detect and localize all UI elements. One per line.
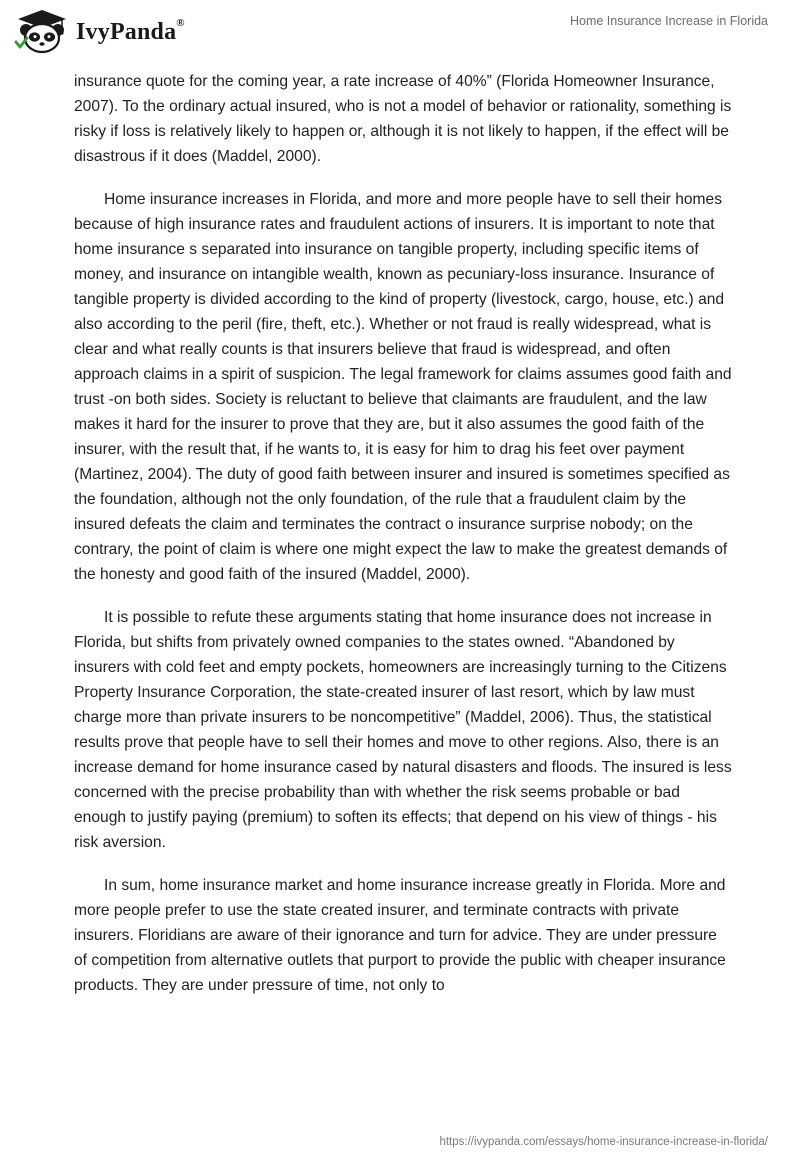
paragraph-continued: insurance quote for the coming year, a rate increase of 40%” (Florida Homeowner Insurance, 2007). To the ordinary actual insured, who is not a model of behavior or rationality, something is risky if loss is relatively likely to happen or, although it is not likely to happen, if the effect will be disastrous if it does (Maddel, 2000). [74,73,732,165]
paragraph: In sum, home insurance market and home insurance increase greatly in Florida. More and more people prefer to use the state created insurer, and terminate contracts with private insurers. Floridians are aware of their ignorance and turn for advice. They are under pressure of competition from alternative outlets that purport to provide the public with cheaper insurance products. They are under pressure of time, not only to [74,877,726,994]
registered-mark: ® [176,16,185,29]
panda-graduate-logo-icon [14,8,70,54]
source-url[interactable]: https://ivypanda.com/essays/home-insurance-increase-in-florida/ [439,1136,768,1148]
paragraph: Home insurance increases in Florida, and more and more people have to sell their homes because of high insurance rates and fraudulent actions of insurers. It is important to note that home insurance s separated into insurance on tangible property, including specific items of money, and insurance on intangible wealth, known as pecuniary-loss insurance. Insurance of tangible property is divided according to the kind of property (livestock, cargo, house, etc.) and also according to the peril (fire, theft, etc.). Whether or not fraud is really widespread, what is clear and what really counts is that insurers believe that fraud is widespread, and often approach claims in a spirit of suspicion. The legal framework for claims assumes good faith and trust -on both sides. Society is reluctant to believe that claimants are fraudulent, and the law makes it hard for the insurer to prove that they are, but it also assumes the good faith of the insurer, with the result that, if he wants to, it is easy for him to drag his feet over payment (Martinez, 2004). The duty of good faith between insurer and insured is sometimes specified as the foundation, although not the only foundation, of the rule that a fraudulent claim by the insured defeats the claim and terminates the contract o insurance surprise nobody; on the contrary, the point of claim is where one might expect the law to make the greatest demands of the honesty and good faith of the insured (Maddel, 2000). [74,191,732,583]
document-title: Home Insurance Increase in Florida [569,14,768,28]
page-header [0,0,800,62]
brand-logo[interactable] [14,8,185,54]
brand-name: IvyPanda® [76,16,185,45]
paragraph: It is possible to refute these arguments stating that home insurance does not increase in Florida, but shifts from privately owned companies to the states owned. “Abandoned by insurers with cold feet and empty pockets, homeowners are increasingly turning to the Citizens Property Insurance Corporation, the state-created insurer of last resort, which by law must charge more than private insurers to be noncompetitive” (Maddel, 2006). Thus, the statistical results prove that people have to sell their homes and move to other regions. Also, there is an increase demand for home insurance cased by natural disasters and floods. The insured is less concerned with the precise probability than with whether the risk seems probable or bad enough to justify paying (premium) to soften its effects; that depend on his view of things - his risk aversion. [74,609,732,851]
essay-body [74,69,734,1016]
